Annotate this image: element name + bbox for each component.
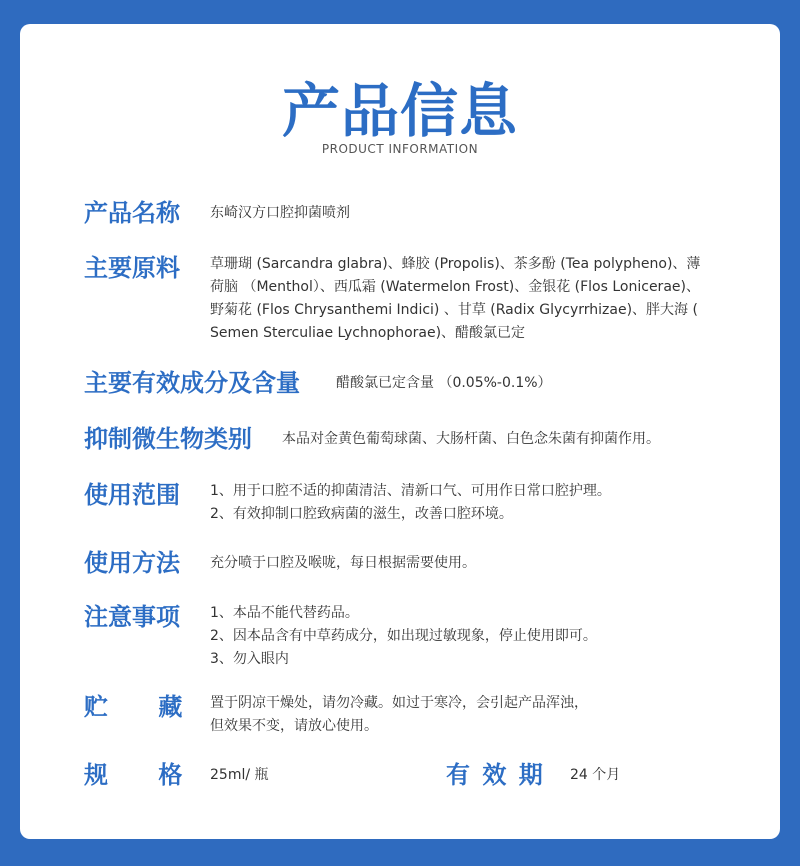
spec-value: 25ml/ 瓶 bbox=[210, 767, 269, 783]
main-ingredients-line: Semen Sterculiae Lychnophorae)、醋酸氯已定 bbox=[210, 325, 526, 341]
active-ingredient-label: 主要有效成分及含量 bbox=[84, 369, 300, 397]
product-name-label: 产品名称 bbox=[84, 199, 180, 227]
product-name-value: 东崎汉方口腔抑菌喷剂 bbox=[210, 205, 350, 221]
shelf-life-label: 有 效 期 bbox=[446, 761, 545, 789]
usage-scope-text bbox=[210, 480, 611, 526]
storage-text bbox=[210, 692, 588, 738]
precautions-label: 注意事项 bbox=[84, 603, 180, 631]
storage-line: 置于阴凉干燥处，请勿冷藏。如过于寒冷，会引起产品浑浊， bbox=[210, 695, 588, 711]
main-ingredients-text bbox=[210, 253, 700, 345]
usage-scope-line: 2、有效抑制口腔致病菌的滋生，改善口腔环境。 bbox=[210, 506, 513, 522]
microbe-types-label: 抑制微生物类别 bbox=[84, 425, 252, 453]
usage-method-value: 充分喷于口腔及喉咙，每日根据需要使用。 bbox=[210, 555, 476, 571]
storage-line: 但效果不变，请放心使用。 bbox=[210, 718, 378, 734]
spec-label: 规 格 bbox=[84, 761, 189, 789]
precautions-line: 3、勿入眼内 bbox=[210, 651, 289, 667]
active-ingredient-value: 醋酸氯已定含量 （0.05%-0.1%） bbox=[336, 375, 552, 391]
usage-scope-line: 1、用于口腔不适的抑菌清洁、清新口气、可用作日常口腔护理。 bbox=[210, 483, 611, 499]
precautions-text bbox=[210, 602, 597, 671]
usage-scope-label: 使用范围 bbox=[84, 481, 180, 509]
page-subtitle: PRODUCT INFORMATION bbox=[321, 142, 479, 156]
microbe-types-value: 本品对金黄色葡萄球菌、大肠杆菌、白色念朱菌有抑菌作用。 bbox=[282, 431, 660, 447]
usage-method-label: 使用方法 bbox=[84, 549, 180, 577]
main-ingredients-label: 主要原料 bbox=[84, 254, 180, 282]
main-ingredients-line: 野菊花 (Flos Chrysanthemi Indici) 、甘草 (Radix Glycyrrhizae)、胖大海 ( bbox=[210, 302, 698, 318]
main-ingredients-line: 荷脑 （Menthol）、西瓜霜 (Watermelon Frost)、金银花 (Flos Lonicerae)、 bbox=[210, 279, 700, 295]
main-ingredients-line: 草珊瑚 (Sarcandra glabra)、蜂胶 (Propolis)、茶多酚 (Tea polypheno)、薄 bbox=[210, 256, 701, 272]
shelf-life-value: 24 个月 bbox=[570, 767, 621, 783]
storage-label: 贮 藏 bbox=[84, 693, 189, 721]
precautions-line: 1、本品不能代替药品。 bbox=[210, 605, 359, 621]
info-card bbox=[20, 24, 780, 839]
precautions-line: 2、因本品含有中草药成分，如出现过敏现象，停止使用即可。 bbox=[210, 628, 597, 644]
page-title: 产品信息 bbox=[281, 77, 518, 145]
